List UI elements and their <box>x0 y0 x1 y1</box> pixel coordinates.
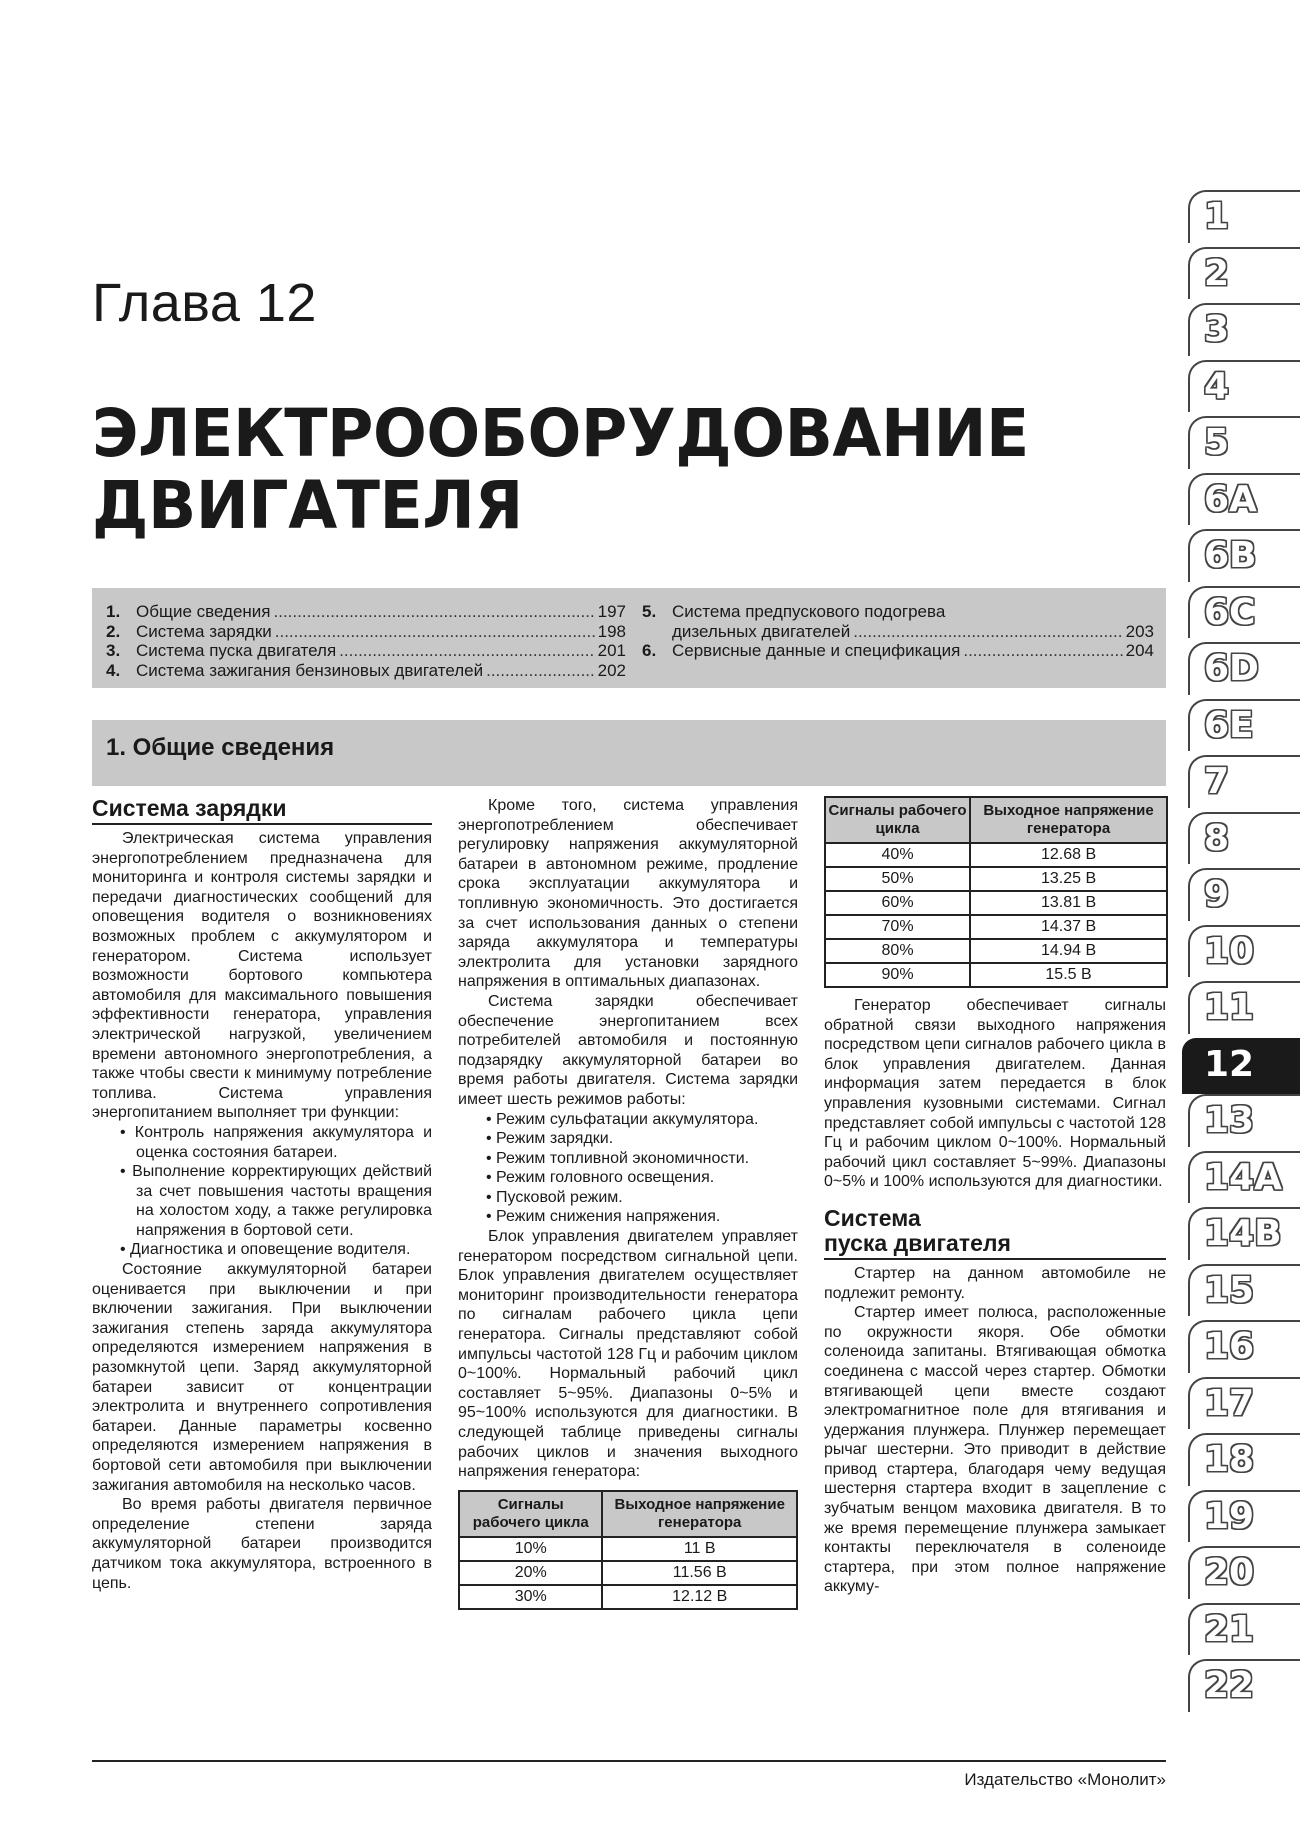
table-cell-voltage: 12.68 В <box>970 843 1167 867</box>
chapter-tab-15[interactable] <box>1182 1264 1300 1321</box>
toc-entry-page: 204 <box>1125 641 1154 660</box>
toc-entry-title: Система предпускового подогрева <box>672 602 946 621</box>
table-cell-voltage: 14.94 В <box>970 939 1167 963</box>
chapter-tab-19[interactable] <box>1182 1490 1300 1547</box>
chapter-tab-label: 13 <box>1204 1100 1255 1141</box>
chapter-tab-6d[interactable] <box>1182 642 1300 699</box>
toc-entry-title: Сервисные данные и спецификация <box>672 641 961 660</box>
chapter-tab-6e[interactable] <box>1182 699 1300 756</box>
chapter-tab-2[interactable] <box>1182 247 1300 304</box>
table-cell-duty: 70% <box>825 915 970 939</box>
section-header-bar <box>92 720 1166 786</box>
table-cell-duty: 90% <box>825 963 970 987</box>
chapter-tab-6a[interactable] <box>1182 473 1300 530</box>
chapter-title-line-1: ЭЛЕКТРООБОРУДОВАНИЕ <box>92 395 1029 472</box>
table-cell-voltage: 13.81 В <box>970 891 1167 915</box>
chapter-tab-label: 11 <box>1204 987 1255 1028</box>
chapter-tab-label: 20 <box>1204 1552 1255 1593</box>
paragraph: Состояние аккумуляторной батареи оценивается при выключении и при включении зажигания. При выключении зажигания степень заряда аккумулятора определяются измерением напряжения в разомкнутой цепи. Заряд аккумуляторной батареи зависит от концентрации электролита и внутреннего сопротивления батареи. Данные параметры косвенно определяются измерением напряжения в бортовой сети автомобиля при выключении зажигания автомобиля на несколько часов. <box>92 1261 432 1494</box>
toc-entry-title: Система зарядки <box>136 621 272 641</box>
list-item: • Выполнение корректирующих действий за счет повышения частоты вращения на холостом ходу, а также регулировка напряжения в бортовой сети. <box>92 1162 432 1240</box>
chapter-tab-label: 6D <box>1204 648 1259 689</box>
heading-line-1: Система <box>824 1204 921 1231</box>
chapter-tab-9[interactable] <box>1182 868 1300 925</box>
chapter-tab-label: 19 <box>1204 1495 1255 1537</box>
chapter-number: Глава 12 <box>92 273 317 333</box>
toc-leader <box>274 602 595 622</box>
toc-entry-page: 197 <box>597 602 626 621</box>
toc-entry[interactable] <box>106 602 626 622</box>
toc-entry-number: 3. <box>106 641 121 660</box>
paragraph: Система зарядки обеспечивает обеспечение энергопитанием всех потребителей автомобиля и постоянную подзарядку аккумуляторной батареи во время работы двигателя. Система зарядки имеет шесть режимов работы: <box>458 992 798 1108</box>
table-cell-duty: 50% <box>825 867 970 891</box>
chapter-tab-label: 3 <box>1204 309 1230 350</box>
chapter-tabs <box>1182 190 1300 1716</box>
list-item: • Режим снижения напряжения. <box>458 1207 798 1227</box>
chapter-tab-10[interactable] <box>1182 925 1300 982</box>
chapter-tab-13[interactable] <box>1182 1094 1300 1151</box>
toc-entry-number: 4. <box>106 660 121 680</box>
table-row <box>825 939 1167 963</box>
chapter-tab-label: 7 <box>1204 761 1230 802</box>
table-row <box>825 915 1167 939</box>
toc-leader <box>275 622 595 642</box>
list-item: • Режим сульфатации аккумулятора. <box>458 1110 798 1130</box>
chapter-tab-14b[interactable] <box>1182 1207 1300 1264</box>
chapter-tab-label: 4 <box>1204 365 1230 407</box>
toc-entry-number: 2. <box>106 621 121 641</box>
toc-entry-title: Система пуска двигателя <box>136 641 337 660</box>
chapter-tab-label: 21 <box>1204 1608 1255 1650</box>
table-cell-voltage: 13.25 В <box>970 867 1167 891</box>
publisher-footer: Издательство «Монолит» <box>964 1770 1166 1789</box>
chapter-title <box>92 395 1029 544</box>
paragraph: Во время работы двигателя первичное определение степени заряда аккумуляторной батареи производится датчиком тока аккумулятора, встроенного в цепь. <box>92 1496 432 1592</box>
paragraph: Кроме того, система управления энергопотреблением обеспечивает регулировку напряжения аккумуляторной батареи в автономном режиме, продление срока эксплуатации аккумулятора и топливную экономичность. Это достигается за счет использования данных о степени заряда аккумулятора и температуры электролита для установки зарядного напряжения в оптимальных диапазонах. <box>458 797 798 991</box>
duty-cycle-table-2 <box>824 796 1168 988</box>
chapter-tab-14a[interactable] <box>1182 1151 1300 1208</box>
chapter-tab-label: 22 <box>1204 1665 1255 1706</box>
table-cell-voltage: 12.12 В <box>602 1585 797 1609</box>
table-header-row <box>825 797 1167 843</box>
chapter-tab-16[interactable] <box>1182 1320 1300 1377</box>
table-row <box>459 1537 797 1561</box>
toc-entry[interactable] <box>106 661 626 681</box>
table-cell-duty: 30% <box>459 1585 602 1609</box>
chapter-tab-label: 8 <box>1204 817 1230 859</box>
table-cell-voltage: 11.56 В <box>602 1561 797 1585</box>
chapter-tab-6c[interactable] <box>1182 586 1300 643</box>
chapter-tab-label: 15 <box>1204 1269 1255 1311</box>
toc-entry[interactable] <box>106 641 626 661</box>
table-row <box>825 867 1167 891</box>
chapter-tab-label: 6E <box>1204 704 1254 746</box>
toc-entry-page: 198 <box>597 621 626 641</box>
chapter-tab-4[interactable] <box>1182 360 1300 417</box>
chapter-tab-label: 6C <box>1204 591 1256 633</box>
toc-leader <box>339 641 594 661</box>
toc-entry-title-cont: дизельных двигателей <box>672 621 851 641</box>
table-cell-voltage: 14.37 В <box>970 915 1167 939</box>
table-cell-duty: 60% <box>825 891 970 915</box>
chapter-tab-7[interactable] <box>1182 755 1300 812</box>
chapter-tab-12-active[interactable] <box>1182 1038 1300 1095</box>
list-item: • Режим зарядки. <box>458 1129 798 1149</box>
toc-leader <box>853 622 1122 642</box>
toc-entry[interactable] <box>642 641 1154 661</box>
toc-column-left <box>106 602 626 680</box>
footer-divider <box>92 1760 1166 1762</box>
table-row <box>825 891 1167 915</box>
chapter-tab-3[interactable] <box>1182 303 1300 360</box>
chapter-tab-17[interactable] <box>1182 1377 1300 1434</box>
list-item: • Режим топливной экономичности. <box>458 1149 798 1169</box>
toc-entry-page: 203 <box>1125 621 1154 641</box>
table-cell-duty: 40% <box>825 843 970 867</box>
paragraph: Генератор обеспечивает сигналы обратной связи выходного напряжения посредством цепи сигналов рабочего цикла в блок управления двигателем. Данная информация затем передается в блок управления кузовными системами. Сигнал представляет собой импульсы с частотой 128 Гц и рабочим циклом 0~100%. Нормальный рабочий цикл составляет 5~99%. Диапазоны 0~5% и 100% используются для диагностики. <box>824 997 1166 1191</box>
toc-leader <box>963 641 1122 661</box>
subsection-heading-charging: Система зарядки <box>92 796 432 825</box>
chapter-tab-18[interactable] <box>1182 1433 1300 1490</box>
chapter-tab-8[interactable] <box>1182 812 1300 869</box>
paragraph: Блок управления двигателем управляет генератором посредством сигнальной цепи. Блок управления двигателем осуществляет мониторинг производительности генератора по сигналам рабочего цикла цепи генератора. Сигналы представляют собой импульсы частотой 128 Гц и рабочим циклом 0~100%. Нормальный рабочий цикл составляет 5~95%. Диапазоны 0~5% и 95~100% используются для диагностики. В следующей таблице приведены сигналы рабочих циклов и значения выходного напряжения генератора: <box>458 1228 798 1481</box>
heading-line-2: пуска двигателя <box>824 1229 1011 1256</box>
chapter-tab-label: 1 <box>1204 196 1230 237</box>
section-title: 1. Общие сведения <box>106 734 335 761</box>
toc-leader <box>486 661 595 681</box>
toc-entry-continuation[interactable] <box>642 622 1154 642</box>
chapter-tab-label: 2 <box>1204 252 1230 294</box>
chapter-tab-label: 5 <box>1204 422 1230 463</box>
toc-entry-number: 1. <box>106 602 121 621</box>
table-header-row <box>459 1491 797 1537</box>
chapter-tab-label: 9 <box>1204 874 1230 915</box>
paragraph: Стартер на данном автомобиле не подлежит ремонту. <box>824 1264 1166 1302</box>
toc-entry[interactable] <box>106 622 626 642</box>
table-header-duty: Сигналы рабочего цикла <box>459 1491 602 1537</box>
chapter-tab-label: 17 <box>1204 1382 1255 1424</box>
table-of-contents <box>92 588 1166 688</box>
function-list <box>92 1123 432 1260</box>
toc-column-right <box>642 602 1154 661</box>
toc-entry[interactable] <box>642 602 1154 622</box>
paragraph: Электрическая система управления энергопотреблением предназначена для мониторинга и контроля системы зарядки и передачи диагностических сообщений для оповещения водителя о возникновениях возможных проблем с аккумулятором и генератором. Система использует возможности бортового компьютера автомобиля для максимального повышения эффективности генератора, управления электрической нагрузкой, увеличением времени автономного энергопотребления, а также чтобы свести к минимуму потребление топлива. Система управления энергопитанием выполняет три функции: <box>92 830 432 1122</box>
list-item: • Режим головного освещения. <box>458 1168 798 1188</box>
paragraph: Стартер имеет полюса, расположенные по окружности якоря. Обе обмотки соленоида запитаны. Втягивающая обмотка соединена с массой через стартер. Обмотки втягивающей цепи вместе создают электромагнитное поле для втягивания и удержания плунжера. Плунжер перемещает рычаг шестерни. Это приводит в действие привод стартера, благодаря чему ведущая шестерня стартера входит в зацепление с зубчатым венцом маховика двигателя. В то же время перемещение плунжера замыкает контакты переключателя в соленоиде стартера, при этом полное напряжение аккуму- <box>824 1304 1166 1596</box>
chapter-tab-label: 10 <box>1204 930 1255 972</box>
table-cell-duty: 80% <box>825 939 970 963</box>
table-cell-duty: 20% <box>459 1561 602 1585</box>
chapter-tab-label: 16 <box>1204 1326 1255 1367</box>
table-row <box>459 1561 797 1585</box>
chapter-tab-20[interactable] <box>1182 1546 1300 1603</box>
text-column-1 <box>92 796 432 1593</box>
text-column-3 <box>824 796 1166 1597</box>
table-row <box>459 1585 797 1609</box>
table-cell-duty: 10% <box>459 1537 602 1561</box>
duty-cycle-table-1 <box>458 1490 798 1610</box>
chapter-title-line-2: ДВИГАТЕЛЯ <box>92 467 523 544</box>
list-item: • Пусковой режим. <box>458 1188 798 1208</box>
table-cell-voltage: 15.5 В <box>970 963 1167 987</box>
chapter-tab-label: 18 <box>1204 1439 1255 1480</box>
chapter-tab-label: 6B <box>1204 535 1257 576</box>
list-item: • Диагностика и оповещение водителя. <box>92 1240 432 1260</box>
chapter-tab-label: 12 <box>1204 1043 1255 1085</box>
chapter-tab-5[interactable] <box>1182 416 1300 473</box>
table-row <box>825 843 1167 867</box>
toc-entry-title: Общие сведения <box>136 602 271 621</box>
table-cell-voltage: 11 В <box>602 1537 797 1561</box>
chapter-tab-21[interactable] <box>1182 1603 1300 1660</box>
chapter-tab-label: 6A <box>1204 478 1257 520</box>
chapter-tab-1[interactable] <box>1182 190 1300 247</box>
mode-list <box>458 1110 798 1228</box>
toc-entry-number: 5. <box>642 602 657 621</box>
chapter-tab-label: 14A <box>1204 1156 1282 1198</box>
toc-entry-page: 202 <box>597 660 626 680</box>
table-header-voltage: Выходное напряжение генератора <box>970 797 1167 843</box>
table-header-duty: Сигналы рабочего цикла <box>825 797 970 843</box>
toc-entry-title: Система зажигания бензиновых двигателей <box>136 660 484 680</box>
text-column-2 <box>458 796 798 1618</box>
table-header-voltage: Выходное напряжение генератора <box>602 1491 797 1537</box>
chapter-tab-22[interactable] <box>1182 1659 1300 1716</box>
chapter-tab-11[interactable] <box>1182 981 1300 1038</box>
toc-entry-number: 6. <box>642 641 657 660</box>
chapter-tab-6b[interactable] <box>1182 529 1300 586</box>
chapter-tab-label: 14B <box>1204 1213 1282 1254</box>
toc-entry-page: 201 <box>597 641 626 660</box>
list-item: • Контроль напряжения аккумулятора и оценка состояния батареи. <box>92 1123 432 1162</box>
subsection-heading-starting <box>824 1206 1166 1260</box>
table-row <box>825 963 1167 987</box>
